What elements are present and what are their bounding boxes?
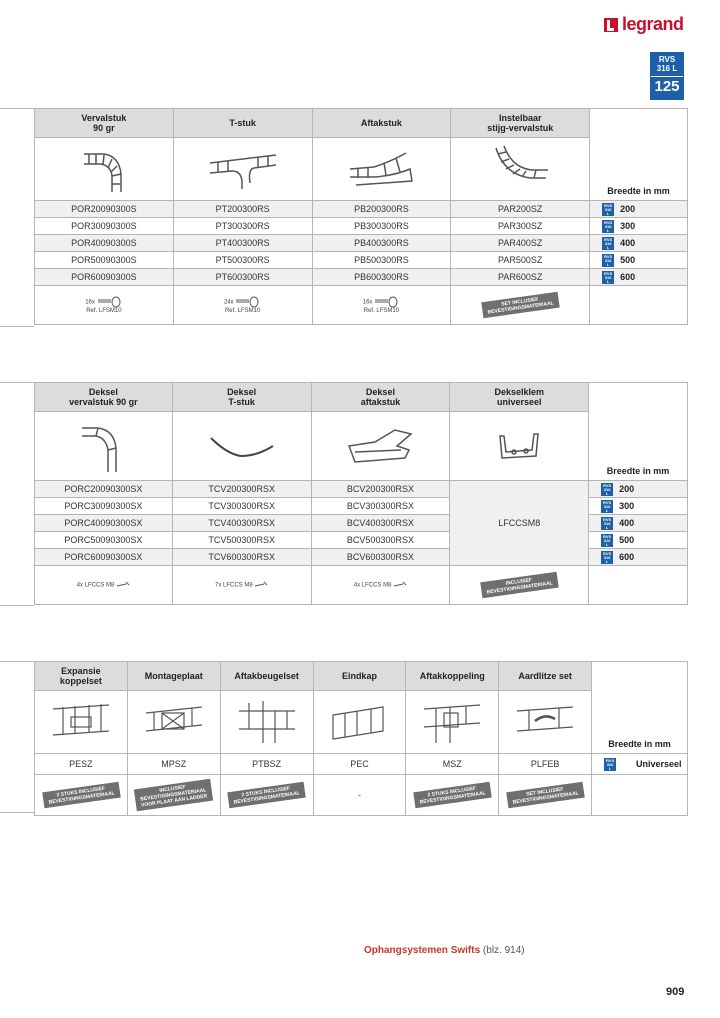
divider <box>0 326 34 327</box>
product-code: PT300300RS <box>173 218 312 235</box>
bolt-icon <box>374 296 400 308</box>
accessory-cell: 16x Ref. LFSM10 <box>35 286 174 325</box>
accessory-cell: 4x LFCCS M8 <box>311 566 450 605</box>
accessory-cell <box>406 775 499 816</box>
product-code: PORC40090300SX <box>35 515 173 532</box>
rvs-mini-icon: RVS 316 L <box>603 533 612 547</box>
product-code: TCV600300RSX <box>172 549 311 566</box>
product-code: TCV300300RSX <box>172 498 311 515</box>
rvs-mini-icon: RVS 316 L <box>604 253 613 267</box>
product-code: PAR400SZ <box>451 235 590 252</box>
width-value: RVS 316 L 500 <box>590 252 688 269</box>
col-header: Aftakkoppeling <box>406 662 499 691</box>
included-stamp: INCLUSIEF BEVESTIGINGSMATERIAAL <box>480 572 558 599</box>
page-number: 909 <box>666 986 685 998</box>
cross-reference-link[interactable]: Ophangsystemen Swifts (blz. 914) <box>364 945 525 956</box>
width-value: RVS 316 L 400 <box>589 515 688 532</box>
rvs-mini-icon: RVS 316 L <box>604 270 613 284</box>
screw-icon <box>254 581 268 589</box>
product-code: PAR200SZ <box>451 201 590 218</box>
product-code: TCV200300RSX <box>172 481 311 498</box>
rvs-mini-icon: RVS 316 L <box>605 757 615 771</box>
product-code: PT200300RS <box>173 201 312 218</box>
cover-t-image <box>172 412 311 481</box>
width-value: RVS 316 L Universeel <box>592 754 688 775</box>
rvs-mini-icon: RVS 316 L <box>604 219 613 233</box>
col-header: T-stuk <box>173 109 312 138</box>
cover-clamp-image <box>450 412 589 481</box>
rvs-mini-icon: RVS 316 L <box>603 550 612 564</box>
accessory-cell <box>35 775 128 816</box>
bolt-icon <box>235 296 261 308</box>
col-header: Deksel vervalstuk 90 gr <box>35 383 173 412</box>
badge-line2: 316 L <box>656 64 678 73</box>
included-stamp: INCLUSIEF BEVESTIGINGSMATERIAAL VOOR PLAAT AAN LADDER <box>134 779 213 811</box>
mounting-plate-image <box>127 691 220 754</box>
accessory-cell: - <box>313 775 406 816</box>
width-value: RVS 316 L 300 <box>589 498 688 515</box>
col-header: Expansie koppelset <box>35 662 128 691</box>
elbow-90-image <box>35 138 174 201</box>
clamp-code: LFCCSM8 <box>450 481 589 566</box>
accessory-cell: 7x LFCCS M8 <box>172 566 311 605</box>
width-header: Breedte in mm <box>589 412 688 481</box>
product-code: TCV500300RSX <box>172 532 311 549</box>
table-accessories <box>34 661 688 816</box>
included-stamp: SET INCLUSIEF BEVESTIGINGSMATERIAAL <box>506 782 584 809</box>
product-code: POR20090300S <box>35 201 174 218</box>
bolt-icon <box>97 296 123 308</box>
product-code: PORC30090300SX <box>35 498 173 515</box>
width-value: RVS 316 L 200 <box>590 201 688 218</box>
divider <box>0 382 34 383</box>
screw-icon <box>116 581 130 589</box>
col-header: Deksel aftakstuk <box>311 383 450 412</box>
expansion-set-image <box>35 691 128 754</box>
col-header: Deksel T-stuk <box>172 383 311 412</box>
accessory-cell <box>127 775 220 816</box>
product-code: BCV600300RSX <box>311 549 450 566</box>
divider <box>0 108 34 109</box>
product-code: PAR600SZ <box>451 269 590 286</box>
included-stamp: 2 STUKS INCLUSIEF BEVESTIGINGSMATERIAAL <box>42 782 120 809</box>
product-code: PB600300RS <box>312 269 451 286</box>
col-header: Aardlitze set <box>499 662 592 691</box>
accessory-cell: 24x Ref. LFSM10 <box>173 286 312 325</box>
screw-icon <box>393 581 407 589</box>
earth-wire-set-image <box>499 691 592 754</box>
end-cap-image <box>313 691 406 754</box>
badge-line1: RVS <box>658 55 676 64</box>
width-value: RVS 316 L 400 <box>590 235 688 252</box>
included-stamp: SET INCLUSIEF BEVESTIGINGSMATERIAAL <box>481 292 559 319</box>
legrand-logo <box>604 14 684 35</box>
included-stamp: 2 STUKS INCLUSIEF BEVESTIGINGSMATERIAAL <box>413 782 491 809</box>
accessory-cell <box>451 286 590 325</box>
cover-elbow-image <box>35 412 173 481</box>
accessory-cell: 16x Ref. LFSM10 <box>312 286 451 325</box>
product-code: PTBSZ <box>220 754 313 775</box>
product-code: MSZ <box>406 754 499 775</box>
product-code: MPSZ <box>127 754 220 775</box>
product-code: POR60090300S <box>35 269 174 286</box>
rvs-mini-icon: RVS 316 L <box>603 482 612 496</box>
product-code: PB400300RS <box>312 235 451 252</box>
accessory-cell <box>499 775 592 816</box>
included-stamp: 2 STUKS INCLUSIEF BEVESTIGINGSMATERIAAL <box>228 782 306 809</box>
col-header: Aftakstuk <box>312 109 451 138</box>
col-header: Eindkap <box>313 662 406 691</box>
product-code: PORC60090300SX <box>35 549 173 566</box>
width-header: Breedte in mm <box>590 138 688 201</box>
product-code: PEC <box>313 754 406 775</box>
col-header: Montageplaat <box>127 662 220 691</box>
divider <box>0 661 34 662</box>
product-code: PT500300RS <box>173 252 312 269</box>
rvs-mini-icon: RVS 316 L <box>604 202 613 216</box>
product-code: PORC20090300SX <box>35 481 173 498</box>
col-header: Instelbaar stijg-vervalstuk <box>451 109 590 138</box>
accessory-cell <box>220 775 313 816</box>
product-code: POR50090300S <box>35 252 174 269</box>
product-code: PESZ <box>35 754 128 775</box>
width-value: RVS 316 L 500 <box>589 532 688 549</box>
table-fittings <box>34 108 688 325</box>
rvs-badge <box>650 52 684 100</box>
divider <box>0 812 34 813</box>
width-value: RVS 316 L 600 <box>589 549 688 566</box>
cover-branch-image <box>311 412 450 481</box>
product-code: POR40090300S <box>35 235 174 252</box>
col-header: Vervalstuk 90 gr <box>35 109 174 138</box>
product-code: TCV400300RSX <box>172 515 311 532</box>
product-code: BCV300300RSX <box>311 498 450 515</box>
product-code: PT400300RS <box>173 235 312 252</box>
adjustable-riser-image <box>451 138 590 201</box>
branch-piece-image <box>312 138 451 201</box>
width-value: RVS 316 L 200 <box>589 481 688 498</box>
product-code: PAR300SZ <box>451 218 590 235</box>
rvs-mini-icon: RVS 316 L <box>603 499 612 513</box>
product-code: BCV200300RSX <box>311 481 450 498</box>
product-code: BCV500300RSX <box>311 532 450 549</box>
badge-size: 125 <box>651 76 683 97</box>
width-value: RVS 316 L 300 <box>590 218 688 235</box>
accessory-cell <box>450 566 589 605</box>
product-code: PAR500SZ <box>451 252 590 269</box>
branch-bracket-image <box>220 691 313 754</box>
rvs-mini-icon: RVS 316 L <box>603 516 612 530</box>
divider <box>0 605 34 606</box>
rvs-mini-icon: RVS 316 L <box>604 236 613 250</box>
product-code: BCV400300RSX <box>311 515 450 532</box>
product-code: PB300300RS <box>312 218 451 235</box>
branch-coupling-image <box>406 691 499 754</box>
product-code: PT600300RS <box>173 269 312 286</box>
width-header: Breedte in mm <box>592 691 688 754</box>
product-code: POR30090300S <box>35 218 174 235</box>
width-value: RVS 316 L 600 <box>590 269 688 286</box>
product-code: PLFEB <box>499 754 592 775</box>
product-code: PORC50090300SX <box>35 532 173 549</box>
table-covers <box>34 382 688 605</box>
product-code: PB500300RS <box>312 252 451 269</box>
col-header: Aftakbeugelset <box>220 662 313 691</box>
t-piece-image <box>173 138 312 201</box>
col-header: Dekselklem universeel <box>450 383 589 412</box>
product-code: PB200300RS <box>312 201 451 218</box>
accessory-cell: 4x LFCCS M8 <box>35 566 173 605</box>
brand-name: legrand <box>622 14 684 34</box>
legrand-logo-icon <box>604 18 618 32</box>
